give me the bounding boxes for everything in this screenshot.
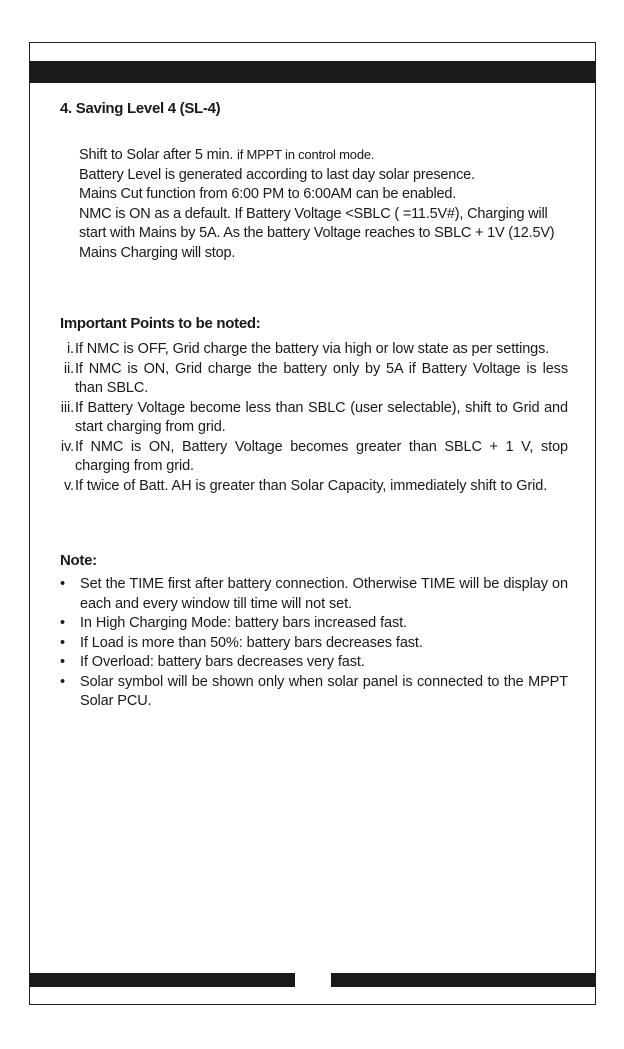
list-item: ii. If NMC is ON, Grid charge the battery only by 5A if Battery Voltage is less than SBLC. (63, 360, 568, 396)
note-list (60, 575, 568, 712)
bullet-icon: • (60, 634, 65, 651)
note-section (60, 552, 568, 712)
footer-bar-right (331, 973, 596, 987)
list-item: v. If twice of Batt. AH is greater than Solar Capacity, immediately shift to Grid. (63, 477, 548, 494)
section-line: NMC is ON as a default. If Battery Voltage <SBLC ( =11.5V#), Charging will start with Mains by 5A. As the battery Voltage reaches to SBLC + 1V (12.5V) Mains Charging will stop. (79, 205, 555, 261)
bullet-icon: • (60, 654, 65, 670)
list-item: iv. If NMC is ON, Battery Voltage becomes greater than SBLC + 1 V, stop charging from grid. (60, 438, 568, 474)
list-item: i. If NMC is OFF, Grid charge the battery via high or low state as per settings. (66, 341, 550, 357)
bullet-icon: • (60, 673, 65, 690)
important-points-title: Important Points to be noted: (60, 315, 261, 332)
page-content (60, 100, 568, 712)
section-line: Mains Cut function from 6:00 PM to 6:00AM can be enabled. (79, 186, 457, 202)
section-line: Battery Level is generated according to last day solar presence. (79, 166, 475, 183)
section-body (79, 145, 568, 263)
section-line: Shift to Solar after 5 min. if MPPT in control mode. (79, 147, 375, 163)
list-item: • If Load is more than 50%: battery bars decreases fast. (60, 634, 568, 654)
list-item: • If Overload: battery bars decreases very fast. (60, 653, 568, 673)
important-points-section (60, 315, 568, 496)
list-item: iii. If Battery Voltage become less than SBLC (user selectable), shift to Grid and start charging from grid. (60, 399, 568, 435)
section-title: 4. Saving Level 4 (SL-4) (60, 100, 221, 117)
list-item: • In High Charging Mode: battery bars increased fast. (60, 614, 568, 634)
list-item: • Solar symbol will be shown only when solar panel is connected to the MPPT Solar PCU. (60, 673, 568, 709)
footer-bar-left (29, 973, 295, 987)
list-item: • Set the TIME first after battery connection. Otherwise TIME will be display on each and every window till time will not set. (60, 576, 568, 612)
bullet-icon: • (60, 615, 65, 631)
note-title: Note: (60, 552, 97, 569)
header-bar (29, 61, 596, 83)
bullet-icon: • (60, 576, 65, 592)
important-points-list (60, 340, 568, 496)
